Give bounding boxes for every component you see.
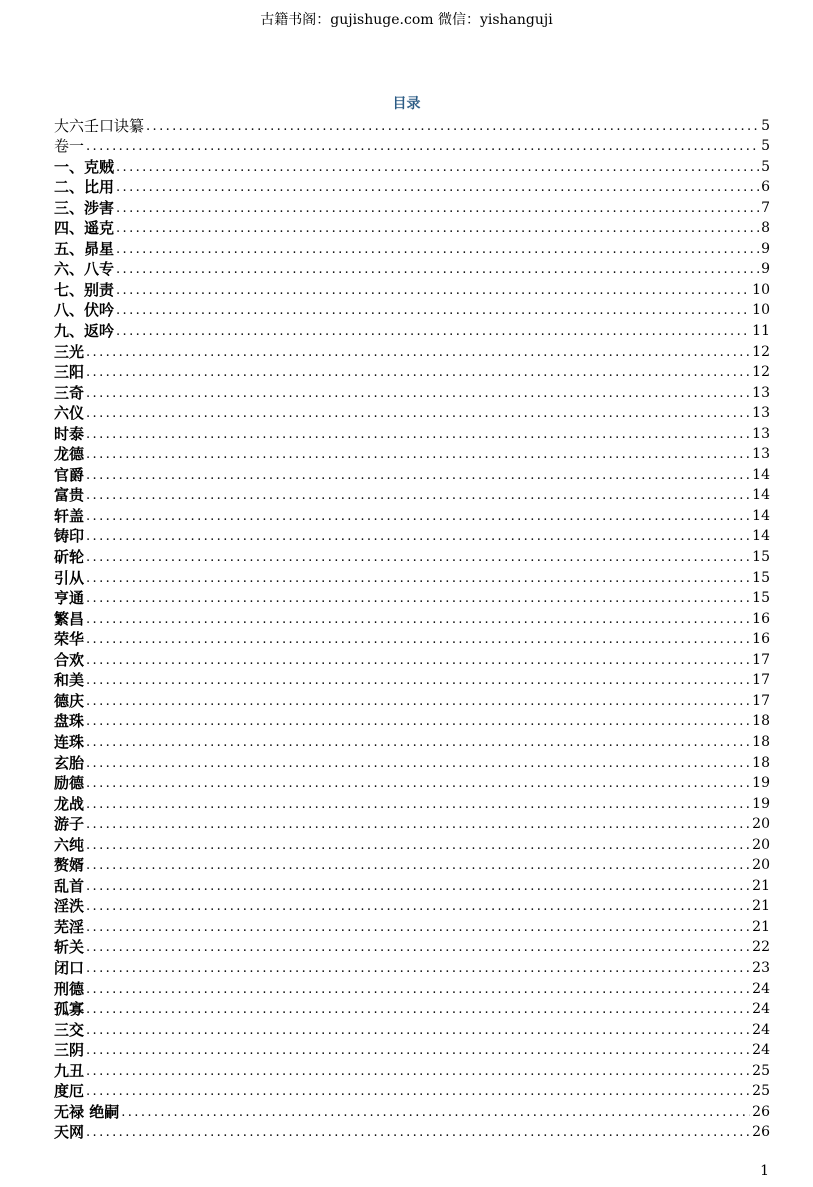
toc-entry-page: 22: [752, 939, 770, 956]
toc-dot-leader: [86, 549, 750, 567]
toc-entry[interactable]: [54, 588, 770, 609]
toc-entry-page: 5: [761, 158, 770, 175]
toc-entry[interactable]: [54, 978, 770, 999]
toc-entry[interactable]: [54, 546, 770, 567]
toc-entry-page: 15: [752, 569, 770, 586]
toc-entry[interactable]: [54, 341, 770, 362]
toc-entry[interactable]: [54, 896, 770, 917]
toc-entry-page: 13: [752, 405, 770, 422]
toc-dot-leader: [86, 878, 750, 896]
toc-dot-leader: [86, 837, 750, 855]
toc-entry-page: 7: [761, 199, 770, 216]
toc-entry-page: 10: [752, 302, 770, 319]
page-number: 1: [760, 1163, 769, 1179]
toc-dot-leader: [86, 652, 750, 670]
toc-entry[interactable]: [54, 218, 770, 239]
toc-dot-leader: [86, 1022, 750, 1040]
toc-entry-label: 六、八专: [54, 260, 115, 279]
toc-dot-leader: [86, 898, 750, 916]
toc-entry[interactable]: [54, 444, 770, 465]
toc-dot-leader: [86, 405, 750, 423]
toc-entry-label: 刑德: [54, 979, 85, 998]
toc-entry-label: 三阳: [54, 363, 85, 382]
toc-entry-label: 五、昴星: [54, 239, 115, 258]
toc-dot-leader: [86, 611, 750, 629]
toc-dot-leader: [86, 939, 750, 957]
toc-entry[interactable]: [54, 999, 770, 1020]
toc-entry-page: 24: [752, 1021, 770, 1038]
toc-dot-leader: [86, 631, 750, 649]
toc-dot-leader: [116, 261, 759, 279]
toc-dot-leader: [146, 118, 759, 136]
toc-entry-label: 三、涉害: [54, 198, 115, 217]
toc-entry-label: 孤寡: [54, 1000, 85, 1019]
toc-entry-page: 5: [761, 117, 770, 134]
toc-entry-page: 18: [752, 733, 770, 750]
toc-entry[interactable]: [54, 403, 770, 424]
toc-entry[interactable]: [54, 814, 770, 835]
toc-dot-leader: [86, 467, 750, 485]
toc-entry[interactable]: [54, 855, 770, 876]
toc-entry-label: 连珠: [54, 732, 85, 751]
toc-entry-page: 11: [752, 323, 770, 340]
toc-entry[interactable]: [54, 485, 770, 506]
toc-title: 目录: [392, 96, 421, 112]
toc-entry[interactable]: [54, 320, 770, 341]
toc-entry-label: 淫泆: [54, 897, 85, 916]
toc-entry[interactable]: [54, 1060, 770, 1081]
toc-entry-label: 斫轮: [54, 548, 85, 567]
toc-entry-page: 19: [752, 775, 770, 792]
toc-entry[interactable]: [54, 773, 770, 794]
toc-dot-leader: [86, 775, 750, 793]
toc-dot-leader: [86, 796, 750, 814]
toc-entry-label: 和美: [54, 671, 85, 690]
toc-entry[interactable]: [54, 731, 770, 752]
toc-dot-leader: [86, 426, 750, 444]
toc-entry-page: 16: [752, 610, 770, 627]
toc-dot-leader: [86, 672, 750, 690]
toc-dot-leader: [86, 590, 750, 608]
toc-entry-label: 合欢: [54, 650, 85, 669]
toc-entry-label: 一、克贼: [54, 157, 115, 176]
toc-entry[interactable]: [54, 690, 770, 711]
toc-dot-leader: [86, 816, 750, 834]
toc-dot-leader: [86, 857, 750, 875]
toc-dot-leader: [116, 200, 759, 218]
toc-entry-page: 24: [752, 1042, 770, 1059]
toc-dot-leader: [116, 220, 759, 238]
toc-entry-page: 14: [752, 487, 770, 504]
toc-entry-page: 21: [752, 918, 770, 935]
toc-entry-label: 龙德: [54, 445, 85, 464]
toc-entry-page: 17: [752, 672, 770, 689]
toc-entry[interactable]: [54, 300, 770, 321]
toc-entry-page: 5: [761, 138, 770, 155]
toc-entry-label: 龙战: [54, 794, 85, 813]
toc-dot-leader: [116, 241, 759, 259]
toc-entry[interactable]: [54, 362, 770, 383]
toc-dot-leader: [86, 1001, 750, 1019]
toc-entry-label: 二、比用: [54, 178, 115, 197]
toc-dot-leader: [86, 508, 750, 526]
toc-entry[interactable]: [54, 670, 770, 691]
toc-entry[interactable]: [54, 177, 770, 198]
toc-dot-leader: [86, 528, 750, 546]
toc-entry-page: 12: [752, 343, 770, 360]
site-header: 古籍书阁：gujishuge.com 微信：yishanguji: [260, 12, 553, 28]
toc-entry[interactable]: [54, 156, 770, 177]
toc-entry-label: 三光: [54, 342, 85, 361]
toc-entry[interactable]: [54, 1040, 770, 1061]
toc-entry-label: 轩盖: [54, 506, 85, 525]
toc-entry-label: 德庆: [54, 691, 85, 710]
toc-entry[interactable]: [54, 238, 770, 259]
toc-entry-label: 无禄 绝嗣: [54, 1102, 120, 1121]
toc-dot-leader: [86, 960, 750, 978]
toc-dot-leader: [86, 713, 750, 731]
toc-entry[interactable]: [54, 937, 770, 958]
toc-entry-page: 20: [752, 816, 770, 833]
toc-dot-leader: [86, 385, 750, 403]
toc-dot-leader: [86, 919, 750, 937]
toc-entry-label: 芜淫: [54, 917, 85, 936]
toc-entry-label: 铸印: [54, 527, 85, 546]
toc-entry-page: 19: [752, 795, 770, 812]
toc-entry[interactable]: [54, 1101, 770, 1122]
toc-entry-page: 26: [752, 1124, 770, 1141]
toc-entry-page: 17: [752, 651, 770, 668]
toc-entry-page: 14: [752, 528, 770, 545]
toc-entry-page: 24: [752, 1001, 770, 1018]
toc-entry-label: 三阴: [54, 1041, 85, 1060]
toc-entry-label: 官爵: [54, 465, 85, 484]
toc-entry[interactable]: [54, 136, 770, 157]
toc-entry-label: 斩关: [54, 938, 85, 957]
toc-entry[interactable]: [54, 505, 770, 526]
toc-entry-page: 20: [752, 857, 770, 874]
toc-entry[interactable]: [54, 423, 770, 444]
toc-entry-label: 六纯: [54, 835, 85, 854]
toc-entry[interactable]: [54, 957, 770, 978]
toc-entry-label: 时泰: [54, 424, 85, 443]
toc-entry-label: 四、遥克: [54, 219, 115, 238]
toc-entry[interactable]: [54, 875, 770, 896]
toc-entry[interactable]: [54, 834, 770, 855]
toc-entry-label: 闭口: [54, 958, 85, 977]
toc-dot-leader: [86, 693, 750, 711]
toc-entry-label: 乱首: [54, 876, 85, 895]
toc-dot-leader: [116, 159, 759, 177]
toc-entry-page: 21: [752, 877, 770, 894]
toc-dot-leader: [86, 1063, 750, 1081]
toc-entry-page: 23: [752, 959, 770, 976]
toc-entry-label: 富贵: [54, 486, 85, 505]
toc-dot-leader: [86, 487, 750, 505]
toc-dot-leader: [116, 323, 750, 341]
toc-entry-page: 14: [752, 466, 770, 483]
toc-entry-label: 卷一: [54, 137, 85, 156]
toc-dot-leader: [86, 981, 750, 999]
toc-entry[interactable]: [54, 1019, 770, 1040]
toc-dot-leader: [86, 364, 750, 382]
toc-entry[interactable]: [54, 1081, 770, 1102]
toc-entry-label: 盘珠: [54, 712, 85, 731]
toc-entry-label: 度厄: [54, 1082, 85, 1101]
toc-entry[interactable]: [54, 608, 770, 629]
toc-entry[interactable]: [54, 793, 770, 814]
toc-entry-page: 26: [752, 1103, 770, 1120]
toc-entry-page: 6: [761, 179, 770, 196]
toc-entry-label: 九、返吟: [54, 322, 115, 341]
toc-entry-label: 亨通: [54, 589, 85, 608]
toc-entry-page: 13: [752, 425, 770, 442]
toc-entry-label: 玄胎: [54, 753, 85, 772]
toc-entry-page: 13: [752, 446, 770, 463]
table-of-contents: [54, 115, 770, 1142]
toc-entry[interactable]: [54, 382, 770, 403]
toc-entry-label: 荣华: [54, 630, 85, 649]
toc-dot-leader: [116, 179, 759, 197]
toc-entry-page: 24: [752, 980, 770, 997]
toc-entry-page: 15: [752, 590, 770, 607]
toc-entry[interactable]: [54, 279, 770, 300]
toc-entry-label: 天网: [54, 1123, 85, 1142]
toc-entry-page: 18: [752, 713, 770, 730]
toc-dot-leader: [116, 282, 750, 300]
toc-dot-leader: [86, 344, 750, 362]
toc-entry[interactable]: [54, 916, 770, 937]
toc-entry-page: 25: [752, 1083, 770, 1100]
toc-dot-leader: [86, 755, 750, 773]
toc-entry-label: 赘婿: [54, 856, 85, 875]
toc-dot-leader: [86, 138, 759, 156]
toc-entry[interactable]: [54, 259, 770, 280]
toc-entry[interactable]: [54, 711, 770, 732]
toc-dot-leader: [86, 1042, 750, 1060]
toc-entry-label: 繁昌: [54, 609, 85, 628]
toc-entry-label: 七、别责: [54, 280, 115, 299]
toc-entry-page: 10: [752, 281, 770, 298]
toc-dot-leader: [86, 1083, 750, 1101]
toc-entry-label: 三奇: [54, 383, 85, 402]
toc-dot-leader: [86, 446, 750, 464]
toc-entry-page: 13: [752, 384, 770, 401]
toc-entry[interactable]: [54, 567, 770, 588]
toc-entry[interactable]: [54, 526, 770, 547]
toc-dot-leader: [116, 302, 750, 320]
toc-entry-label: 引从: [54, 568, 85, 587]
toc-entry-page: 9: [761, 261, 770, 278]
toc-entry-page: 9: [761, 240, 770, 257]
toc-entry-label: 大六壬口诀纂: [54, 116, 145, 135]
toc-entry-page: 15: [752, 549, 770, 566]
toc-entry[interactable]: [54, 1122, 770, 1143]
toc-entry-label: 八、伏吟: [54, 301, 115, 320]
toc-entry[interactable]: [54, 464, 770, 485]
toc-dot-leader: [121, 1104, 750, 1122]
toc-entry-label: 三交: [54, 1020, 85, 1039]
toc-entry-page: 18: [752, 754, 770, 771]
toc-entry-page: 14: [752, 507, 770, 524]
toc-dot-leader: [86, 570, 750, 588]
toc-entry-page: 20: [752, 836, 770, 853]
toc-entry-page: 17: [752, 692, 770, 709]
toc-entry-page: 8: [761, 220, 770, 237]
toc-entry-label: 励德: [54, 774, 85, 793]
toc-entry[interactable]: [54, 629, 770, 650]
toc-entry-page: 16: [752, 631, 770, 648]
toc-entry[interactable]: [54, 197, 770, 218]
toc-entry-label: 九丑: [54, 1061, 85, 1080]
toc-entry[interactable]: [54, 115, 770, 136]
toc-entry[interactable]: [54, 752, 770, 773]
toc-entry-page: 21: [752, 898, 770, 915]
toc-entry-label: 游子: [54, 815, 85, 834]
toc-entry-label: 六仪: [54, 404, 85, 423]
toc-entry-page: 25: [752, 1062, 770, 1079]
toc-entry-page: 12: [752, 364, 770, 381]
toc-dot-leader: [86, 1124, 750, 1142]
toc-dot-leader: [86, 734, 750, 752]
toc-entry[interactable]: [54, 649, 770, 670]
